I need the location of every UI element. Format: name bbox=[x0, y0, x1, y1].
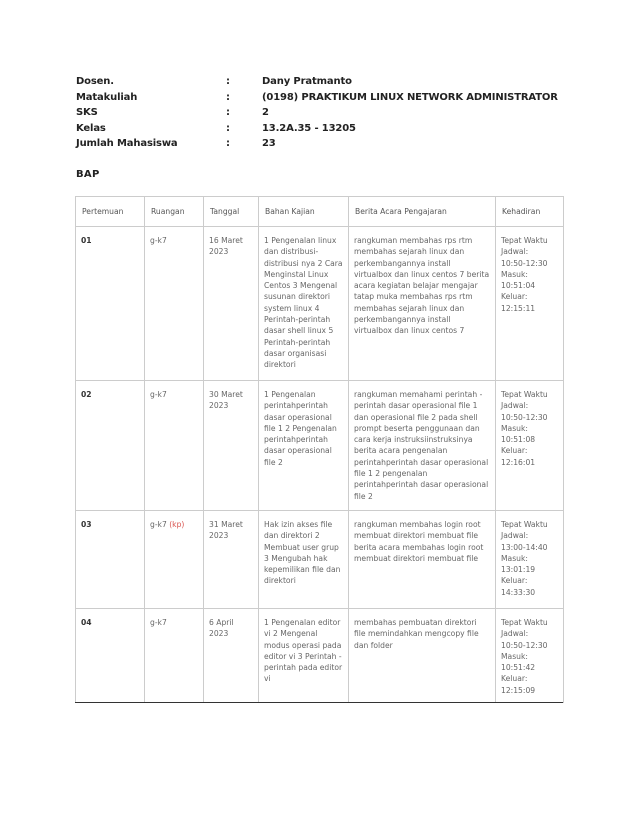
masuk-value: 10:51:42 bbox=[501, 663, 536, 673]
tanggal-cell: 31 Maret 2023 bbox=[204, 511, 259, 609]
table-row bbox=[76, 227, 564, 381]
jadwal-label: Jadwal: bbox=[501, 629, 529, 639]
ruangan-kp-note: (kp) bbox=[169, 520, 185, 529]
ruangan-cell bbox=[145, 511, 204, 609]
ruangan-cell bbox=[145, 227, 204, 381]
header-bahan-kajian: Bahan Kajian bbox=[259, 197, 349, 227]
table-row bbox=[76, 609, 564, 703]
tanggal-cell: 16 Maret 2023 bbox=[204, 227, 259, 381]
table-row bbox=[76, 381, 564, 511]
jumlah-value: 23 bbox=[262, 138, 276, 149]
kehadiran-status: Tepat Waktu bbox=[501, 236, 548, 245]
masuk-value: 13:01:19 bbox=[501, 565, 536, 575]
jadwal-value: 10:50-12:30 bbox=[501, 258, 548, 268]
dosen-label: Dosen. bbox=[76, 76, 114, 87]
table-row bbox=[76, 511, 564, 609]
ruangan-cell bbox=[145, 609, 204, 703]
keluar-value: 12:15:09 bbox=[501, 685, 536, 695]
kehadiran-cell bbox=[496, 381, 564, 511]
masuk-value: 10:51:04 bbox=[501, 281, 536, 291]
bap-table bbox=[75, 196, 564, 703]
kehadiran-status: Tepat Waktu bbox=[501, 390, 548, 399]
header-pertemuan: Pertemuan bbox=[76, 197, 145, 227]
tanggal-cell: 6 April 2023 bbox=[204, 609, 259, 703]
kehadiran-cell bbox=[496, 227, 564, 381]
bahan-cell: 1 Pengenalan perintahperintah dasar operasional file 1 2 Pengenalan perintahperintah dasar operasional file 2 bbox=[259, 381, 349, 511]
bahan-cell: 1 Pengenalan editor vi 2 Mengenal modus operasi pada editor vi 3 Perintah - perintah pada editor vi bbox=[259, 609, 349, 703]
ruangan-value: g-k7 bbox=[150, 520, 167, 529]
keluar-label: Keluar: bbox=[501, 576, 528, 586]
berita-cell: membahas pembuatan direktori file memindahkan mengcopy file dan folder bbox=[349, 609, 496, 703]
table-header-row bbox=[76, 197, 564, 227]
kehadiran-cell bbox=[496, 511, 564, 609]
jumlah-label: Jumlah Mahasiswa bbox=[76, 138, 178, 149]
jadwal-label: Jadwal: bbox=[501, 401, 529, 411]
masuk-label: Masuk: bbox=[501, 553, 528, 563]
jadwal-label: Jadwal: bbox=[501, 531, 529, 541]
matakuliah-colon: : bbox=[226, 91, 230, 103]
ruangan-value: g-k7 bbox=[150, 236, 167, 245]
berita-cell: rangkuman membahas login root membuat direktori membuat file berita acara membahas login root membuat direktori membuat file bbox=[349, 511, 496, 609]
sks-label: SKS bbox=[76, 107, 98, 118]
ruangan-cell bbox=[145, 381, 204, 511]
bahan-cell: Hak izin akses file dan direktori 2 Membuat user grup 3 Mengubah hak kepemilikan file dan direktori bbox=[259, 511, 349, 609]
keluar-value: 14:33:30 bbox=[501, 587, 536, 597]
header-berita-acara: Berita Acara Pengajaran bbox=[349, 197, 496, 227]
keluar-label: Keluar: bbox=[501, 446, 528, 456]
matakuliah-label: Matakuliah bbox=[76, 91, 138, 103]
kehadiran-status: Tepat Waktu bbox=[501, 618, 548, 627]
pertemuan-cell: 03 bbox=[76, 511, 145, 609]
table-bottom-rule bbox=[75, 702, 563, 703]
berita-cell: rangkuman memahami perintah - perintah dasar operasional file 1 dan operasional file 2 pada shell prompt beserta penggunaan dan cara kerja instruksiinstruksinya berita acara pengenalan perintahperintah dasar operasional file 1 2 pengenalan perintahperintah dasar operasional file 2 bbox=[349, 381, 496, 511]
jumlah-colon: : bbox=[226, 138, 230, 149]
keluar-value: 12:16:01 bbox=[501, 457, 536, 467]
header-tanggal: Tanggal bbox=[204, 197, 259, 227]
sks-value: 2 bbox=[262, 107, 269, 118]
jadwal-label: Jadwal: bbox=[501, 247, 529, 257]
ruangan-value: g-k7 bbox=[150, 618, 167, 627]
dosen-value: Dany Pratmanto bbox=[262, 76, 352, 87]
jadwal-value: 13:00-14:40 bbox=[501, 542, 548, 552]
ruangan-value: g-k7 bbox=[150, 390, 167, 399]
pertemuan-cell: 04 bbox=[76, 609, 145, 703]
tanggal-cell: 30 Maret 2023 bbox=[204, 381, 259, 511]
header-kehadiran: Kehadiran bbox=[496, 197, 564, 227]
matakuliah-value: (0198) PRAKTIKUM LINUX NETWORK ADMINISTRATOR bbox=[262, 91, 558, 103]
kehadiran-cell bbox=[496, 609, 564, 703]
kehadiran-status: Tepat Waktu bbox=[501, 520, 548, 529]
bahan-cell: 1 Pengenalan linux dan distribusi-distribusi nya 2 Cara Menginstal Linux Centos 3 Mengenal susunan direktori system linux 4 Perintah-perintah dasar shell linux 5 Perintah-perintah dasar organisasi direktori bbox=[259, 227, 349, 381]
masuk-label: Masuk: bbox=[501, 651, 528, 661]
masuk-value: 10:51:08 bbox=[501, 435, 536, 445]
dosen-colon: : bbox=[226, 76, 230, 87]
sks-colon: : bbox=[226, 107, 230, 118]
pertemuan-cell: 02 bbox=[76, 381, 145, 511]
masuk-label: Masuk: bbox=[501, 423, 528, 433]
kelas-value: 13.2A.35 - 13205 bbox=[262, 122, 356, 134]
masuk-label: Masuk: bbox=[501, 269, 528, 279]
pertemuan-cell: 01 bbox=[76, 227, 145, 381]
kelas-label: Kelas bbox=[76, 122, 106, 134]
keluar-value: 12:15:11 bbox=[501, 303, 536, 313]
jadwal-value: 10:50-12:30 bbox=[501, 412, 548, 422]
keluar-label: Keluar: bbox=[501, 674, 528, 684]
kelas-colon: : bbox=[226, 122, 230, 134]
keluar-label: Keluar: bbox=[501, 292, 528, 302]
header-ruangan: Ruangan bbox=[145, 197, 204, 227]
berita-cell: rangkuman membahas rps rtm membahas sejarah linux dan perkembangannya install virtualbox dan linux centos 7 berita acara kegiatan belajar mengajar tatap muka membahas rps rtm membahas sejarah linux dan perkembangannya install virtualbox dan linux centos 7 bbox=[349, 227, 496, 381]
section-title: BAP bbox=[76, 169, 100, 180]
jadwal-value: 10:50-12:30 bbox=[501, 640, 548, 650]
